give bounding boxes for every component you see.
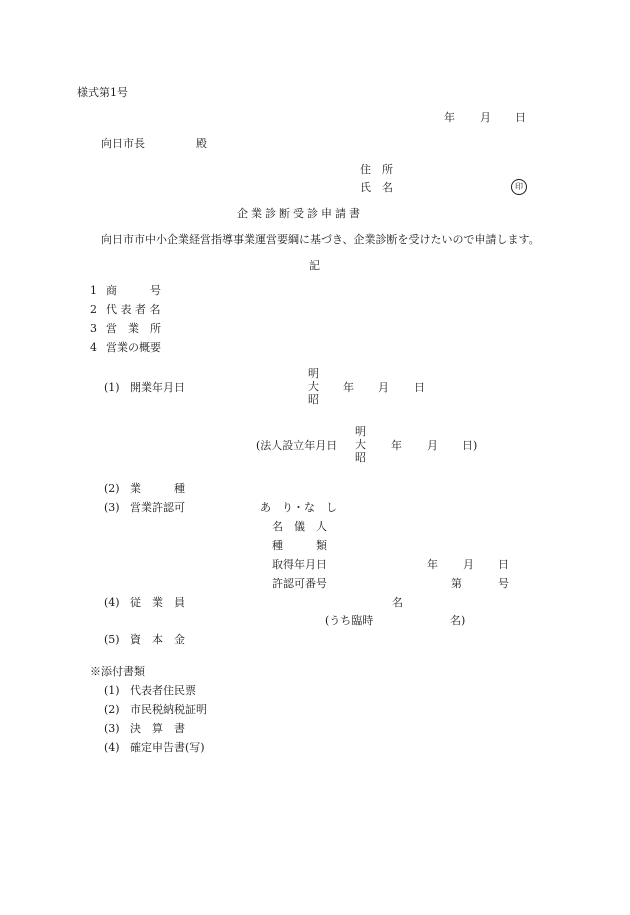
seal-mark: 印 bbox=[511, 179, 527, 195]
attachment-resident-record: 代表者住民票 bbox=[130, 684, 196, 697]
temporary-employees-label: (うち臨時 bbox=[325, 614, 374, 627]
attachment-number: (3) bbox=[104, 722, 120, 735]
permit-holder-label: 名 儀 人 bbox=[272, 520, 327, 533]
attachment-tax-certificate: 市民税納税証明 bbox=[130, 703, 207, 716]
ki-label: 記 bbox=[309, 259, 320, 272]
item-label-representative: 代 表 者 名 bbox=[106, 303, 161, 316]
permit-yes-no: あ り・な し bbox=[260, 501, 337, 514]
permit-acquired-label: 取得年月日 bbox=[272, 558, 327, 571]
document-title: 企業診断受診申請書 bbox=[237, 207, 363, 220]
applicant-name-label: 氏 名 bbox=[360, 181, 393, 194]
attachment-number: (1) bbox=[104, 684, 120, 697]
sub-item-number: (1) bbox=[104, 381, 120, 394]
permit-go-label: 号 bbox=[498, 577, 509, 590]
incorporation-month-label: 月 bbox=[427, 439, 438, 452]
industry-label: 業 種 bbox=[130, 482, 185, 495]
item-number: 1 bbox=[90, 284, 97, 297]
form-number: 様式第1号 bbox=[77, 86, 128, 99]
employees-label: 従 業 員 bbox=[130, 596, 185, 609]
permit-label: 営業許認可 bbox=[130, 501, 185, 514]
permit-month-label: 月 bbox=[463, 558, 474, 571]
attachment-financial-statement: 決 算 書 bbox=[130, 722, 185, 735]
attachment-tax-return-copy: 確定申告書(写) bbox=[130, 741, 205, 754]
opening-month-label: 月 bbox=[378, 381, 389, 394]
item-label-trade-name: 商 号 bbox=[106, 284, 161, 297]
item-number: 2 bbox=[90, 303, 97, 316]
permit-kind-label: 種 類 bbox=[272, 539, 327, 552]
addressee-mayor: 向日市長 bbox=[101, 137, 145, 150]
incorporation-era-taisho: 大 bbox=[355, 438, 366, 451]
sub-item-number: (4) bbox=[104, 596, 120, 609]
sub-item-number: (5) bbox=[104, 633, 120, 646]
item-label-office: 営 業 所 bbox=[106, 322, 161, 335]
intro-text: 向日市市中小企業経営指導事業運営要綱に基づき、企業診断を受けたいので申請します。 bbox=[101, 233, 540, 246]
opening-date-label: 開業年月日 bbox=[130, 381, 185, 394]
sub-item-number: (2) bbox=[104, 482, 120, 495]
attachment-number: (2) bbox=[104, 703, 120, 716]
date-month-label: 月 bbox=[480, 111, 491, 124]
addressee-honorific: 殿 bbox=[196, 137, 207, 150]
permit-year-label: 年 bbox=[427, 558, 438, 571]
item-number: 3 bbox=[90, 322, 97, 335]
capital-label: 資 本 金 bbox=[130, 633, 185, 646]
incorporation-era-showa: 昭 bbox=[355, 451, 366, 464]
permit-number-label: 許認可番号 bbox=[272, 577, 327, 590]
incorporation-year-label: 年 bbox=[391, 439, 402, 452]
permit-day-label: 日 bbox=[498, 558, 509, 571]
attachment-number: (4) bbox=[104, 741, 120, 754]
sub-item-number: (3) bbox=[104, 501, 120, 514]
opening-era-meiji: 明 bbox=[308, 367, 319, 380]
applicant-address-label: 住 所 bbox=[360, 163, 393, 176]
permit-dai-label: 第 bbox=[451, 577, 462, 590]
opening-year-label: 年 bbox=[343, 381, 354, 394]
attachments-heading: ※添付書類 bbox=[90, 665, 145, 678]
opening-era-taisho: 大 bbox=[308, 380, 319, 393]
opening-day-label: 日 bbox=[414, 381, 425, 394]
temporary-employees-unit: 名) bbox=[450, 614, 466, 627]
date-year-label: 年 bbox=[444, 111, 455, 124]
employees-unit: 名 bbox=[392, 596, 403, 609]
date-day-label: 日 bbox=[515, 111, 526, 124]
opening-era-showa: 昭 bbox=[308, 393, 319, 406]
incorporation-era-meiji: 明 bbox=[355, 425, 366, 438]
incorporation-day-label: 日) bbox=[462, 439, 478, 452]
incorporation-date-label: (法人設立年月日 bbox=[256, 439, 338, 452]
item-label-business-overview: 営業の概要 bbox=[106, 341, 161, 354]
item-number: 4 bbox=[90, 341, 97, 354]
